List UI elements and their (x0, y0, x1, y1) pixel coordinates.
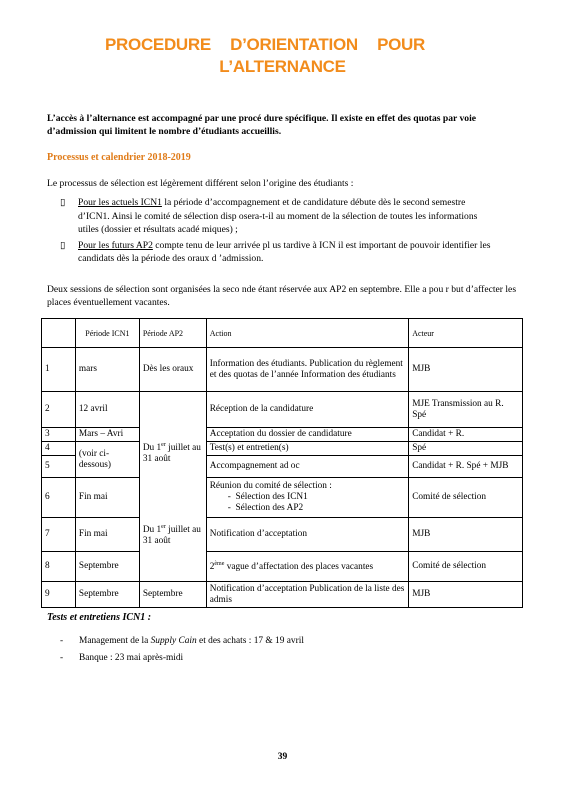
row-action (206, 478, 408, 518)
row-actor: MJE Transmission au R. Spé (409, 392, 523, 428)
dash-marker: - (60, 653, 64, 663)
origin-bullet-list (60, 196, 495, 268)
row-actor: Comité de sélection (409, 478, 523, 518)
row-actor: Candidat + R. (409, 428, 523, 442)
row-actor: MJB (409, 518, 523, 552)
row-action: Réception de la candidature (206, 392, 408, 428)
intro-paragraph: L’accès à l’alternance est accompagné par une procé dure spécifique. Il existe en effet des quotas par voie d’admission qui limitent le nombre d’étudiants accueillis. (47, 113, 477, 137)
action-text: vague d’affectation des places vacantes (226, 562, 374, 573)
row-action (206, 552, 408, 582)
list-item (60, 650, 304, 667)
bullet-text: compte tenu de leur arrivée pl us tardive à ICN il est important de pouvoir identifier les candidats dès la période des oraux d ’admission. (78, 239, 491, 264)
header-action: Action (206, 319, 408, 348)
ap2-text: Du 1 (142, 443, 162, 454)
sessions-paragraph: Deux sessions de sélection sont organisées la seco nde étant réservée aux AP2 en septembre. Elle a pou r but d’affecter les places éventuellement vacantes. (47, 284, 517, 308)
list-item (60, 239, 495, 266)
dash-marker: - (60, 636, 64, 646)
action-text: Réunion du comité de sélection : (209, 481, 332, 491)
ap2-sup: er (161, 441, 166, 448)
calendar-table (41, 318, 523, 608)
table-header-row (42, 319, 523, 348)
row-ap2-empty (139, 552, 206, 582)
row-ap2-merged (139, 518, 206, 552)
header-icn1: Période ICN1 (75, 319, 139, 348)
row-ap2-empty (139, 478, 206, 518)
page-title (0, 34, 565, 78)
table-row (42, 392, 523, 428)
row-icn1: mars (75, 348, 139, 392)
ap2-text: juillet au 31 août (142, 525, 201, 547)
row-icn1: Septembre (75, 582, 139, 608)
row-icn1: Mars – Avri (75, 428, 139, 442)
list-item (60, 196, 495, 237)
tests-list (60, 633, 304, 667)
row-ap2: Septembre (139, 582, 206, 608)
row-icn1: (voir ci-dessous) (75, 442, 139, 478)
action-text: Accompagnement ad oc (209, 461, 300, 471)
row-action (206, 456, 408, 478)
section-title: Processus et calendrier 2018-2019 (47, 152, 191, 163)
header-num (42, 319, 76, 348)
row-num: 7 (42, 518, 76, 552)
bullet-marker-icon: ▯ (60, 239, 66, 251)
test-text: Banque : 23 mai après-midi (79, 653, 184, 663)
row-action: Test(s) et entretien(s) (206, 442, 408, 456)
row-actor: Spé (409, 442, 523, 456)
header-ap2: Période AP2 (139, 319, 206, 348)
row-ap2: Dès les oraux (139, 348, 206, 392)
sub-list (210, 492, 405, 514)
row-actor: Comité de sélection (409, 552, 523, 582)
table-row (42, 582, 523, 608)
row-num: 4 (42, 442, 76, 456)
ap2-text: Du 1 (142, 525, 162, 536)
row-icn1: Septembre (75, 552, 139, 582)
lead-paragraph: Le processus de sélection est légèrement différent selon l’origine des étudiants : (47, 178, 354, 189)
bullet-link-text: Pour les actuels ICN1 (78, 197, 162, 208)
test-text: et des achats : 17 & 19 avril (196, 636, 304, 646)
tests-title: Tests et entretiens ICN1 : (47, 612, 152, 623)
row-icn1: Fin mai (75, 518, 139, 552)
table-row (42, 348, 523, 392)
list-item: - Sélection des ICN1 (227, 492, 308, 502)
table-row (42, 518, 523, 552)
table-row (42, 478, 523, 518)
row-actor: MJB (409, 582, 523, 608)
row-num: 9 (42, 582, 76, 608)
row-icn1: 12 avril (75, 392, 139, 428)
row-actor: Candidat + R. Spé + MJB (409, 456, 523, 478)
row-num: 1 (42, 348, 76, 392)
action-sup: ème (214, 561, 225, 568)
row-action: Notification d’acceptation (206, 518, 408, 552)
list-item: - Sélection des AP2 (227, 503, 304, 513)
table-row (42, 552, 523, 582)
row-ap2-merged (139, 428, 206, 478)
row-num: 6 (42, 478, 76, 518)
ap2-sup: er (161, 523, 166, 530)
row-num: 5 (42, 456, 76, 478)
title-word-pour: POUR (377, 35, 425, 54)
bullet-link-text: Pour les futurs AP2 (78, 239, 153, 251)
title-word-procedure: PROCEDURE (105, 35, 211, 54)
bullet-marker-icon: ▯ (60, 197, 66, 208)
row-action: Information des étudiants. Publication du règlement et des quotas de l’année Information des étudiants (206, 348, 408, 392)
action-prefix: 2 (209, 562, 215, 573)
sub-item: Sélection des AP2 (235, 503, 304, 513)
test-emphasis: Supply Cain (150, 636, 197, 646)
title-word-orientation: D’ORIENTATION (230, 35, 358, 54)
ap2-text: juillet au 31 août (142, 443, 201, 465)
row-actor: MJB (409, 348, 523, 392)
list-item (60, 633, 304, 650)
title-line-2: L’ALTERNANCE (219, 57, 346, 76)
row-icn1: Fin mai (75, 478, 139, 518)
row-action: Acceptation du dossier de candidature (206, 428, 408, 442)
test-text: Management de la (79, 636, 151, 646)
header-actor: Acteur (409, 319, 523, 348)
table-row (42, 442, 523, 456)
sub-item: Sélection des ICN1 (235, 492, 308, 502)
row-action: Notification d’acceptation Publication de la liste des admis (206, 582, 408, 608)
row-num: 3 (42, 428, 76, 442)
row-num: 2 (42, 392, 76, 428)
table-row (42, 428, 523, 442)
bullet-text: la période d’accompagnement et de candidature débute dès le second semestre d’ICN1. Ainsi le comité de sélection disp osera-t-il au moment de la sélection de toutes les informations utiles (dossier et résultats acadé miques) ; (78, 197, 478, 235)
page-number: 39 (277, 752, 288, 762)
row-num: 8 (42, 552, 76, 582)
row-ap2-empty (139, 392, 206, 428)
